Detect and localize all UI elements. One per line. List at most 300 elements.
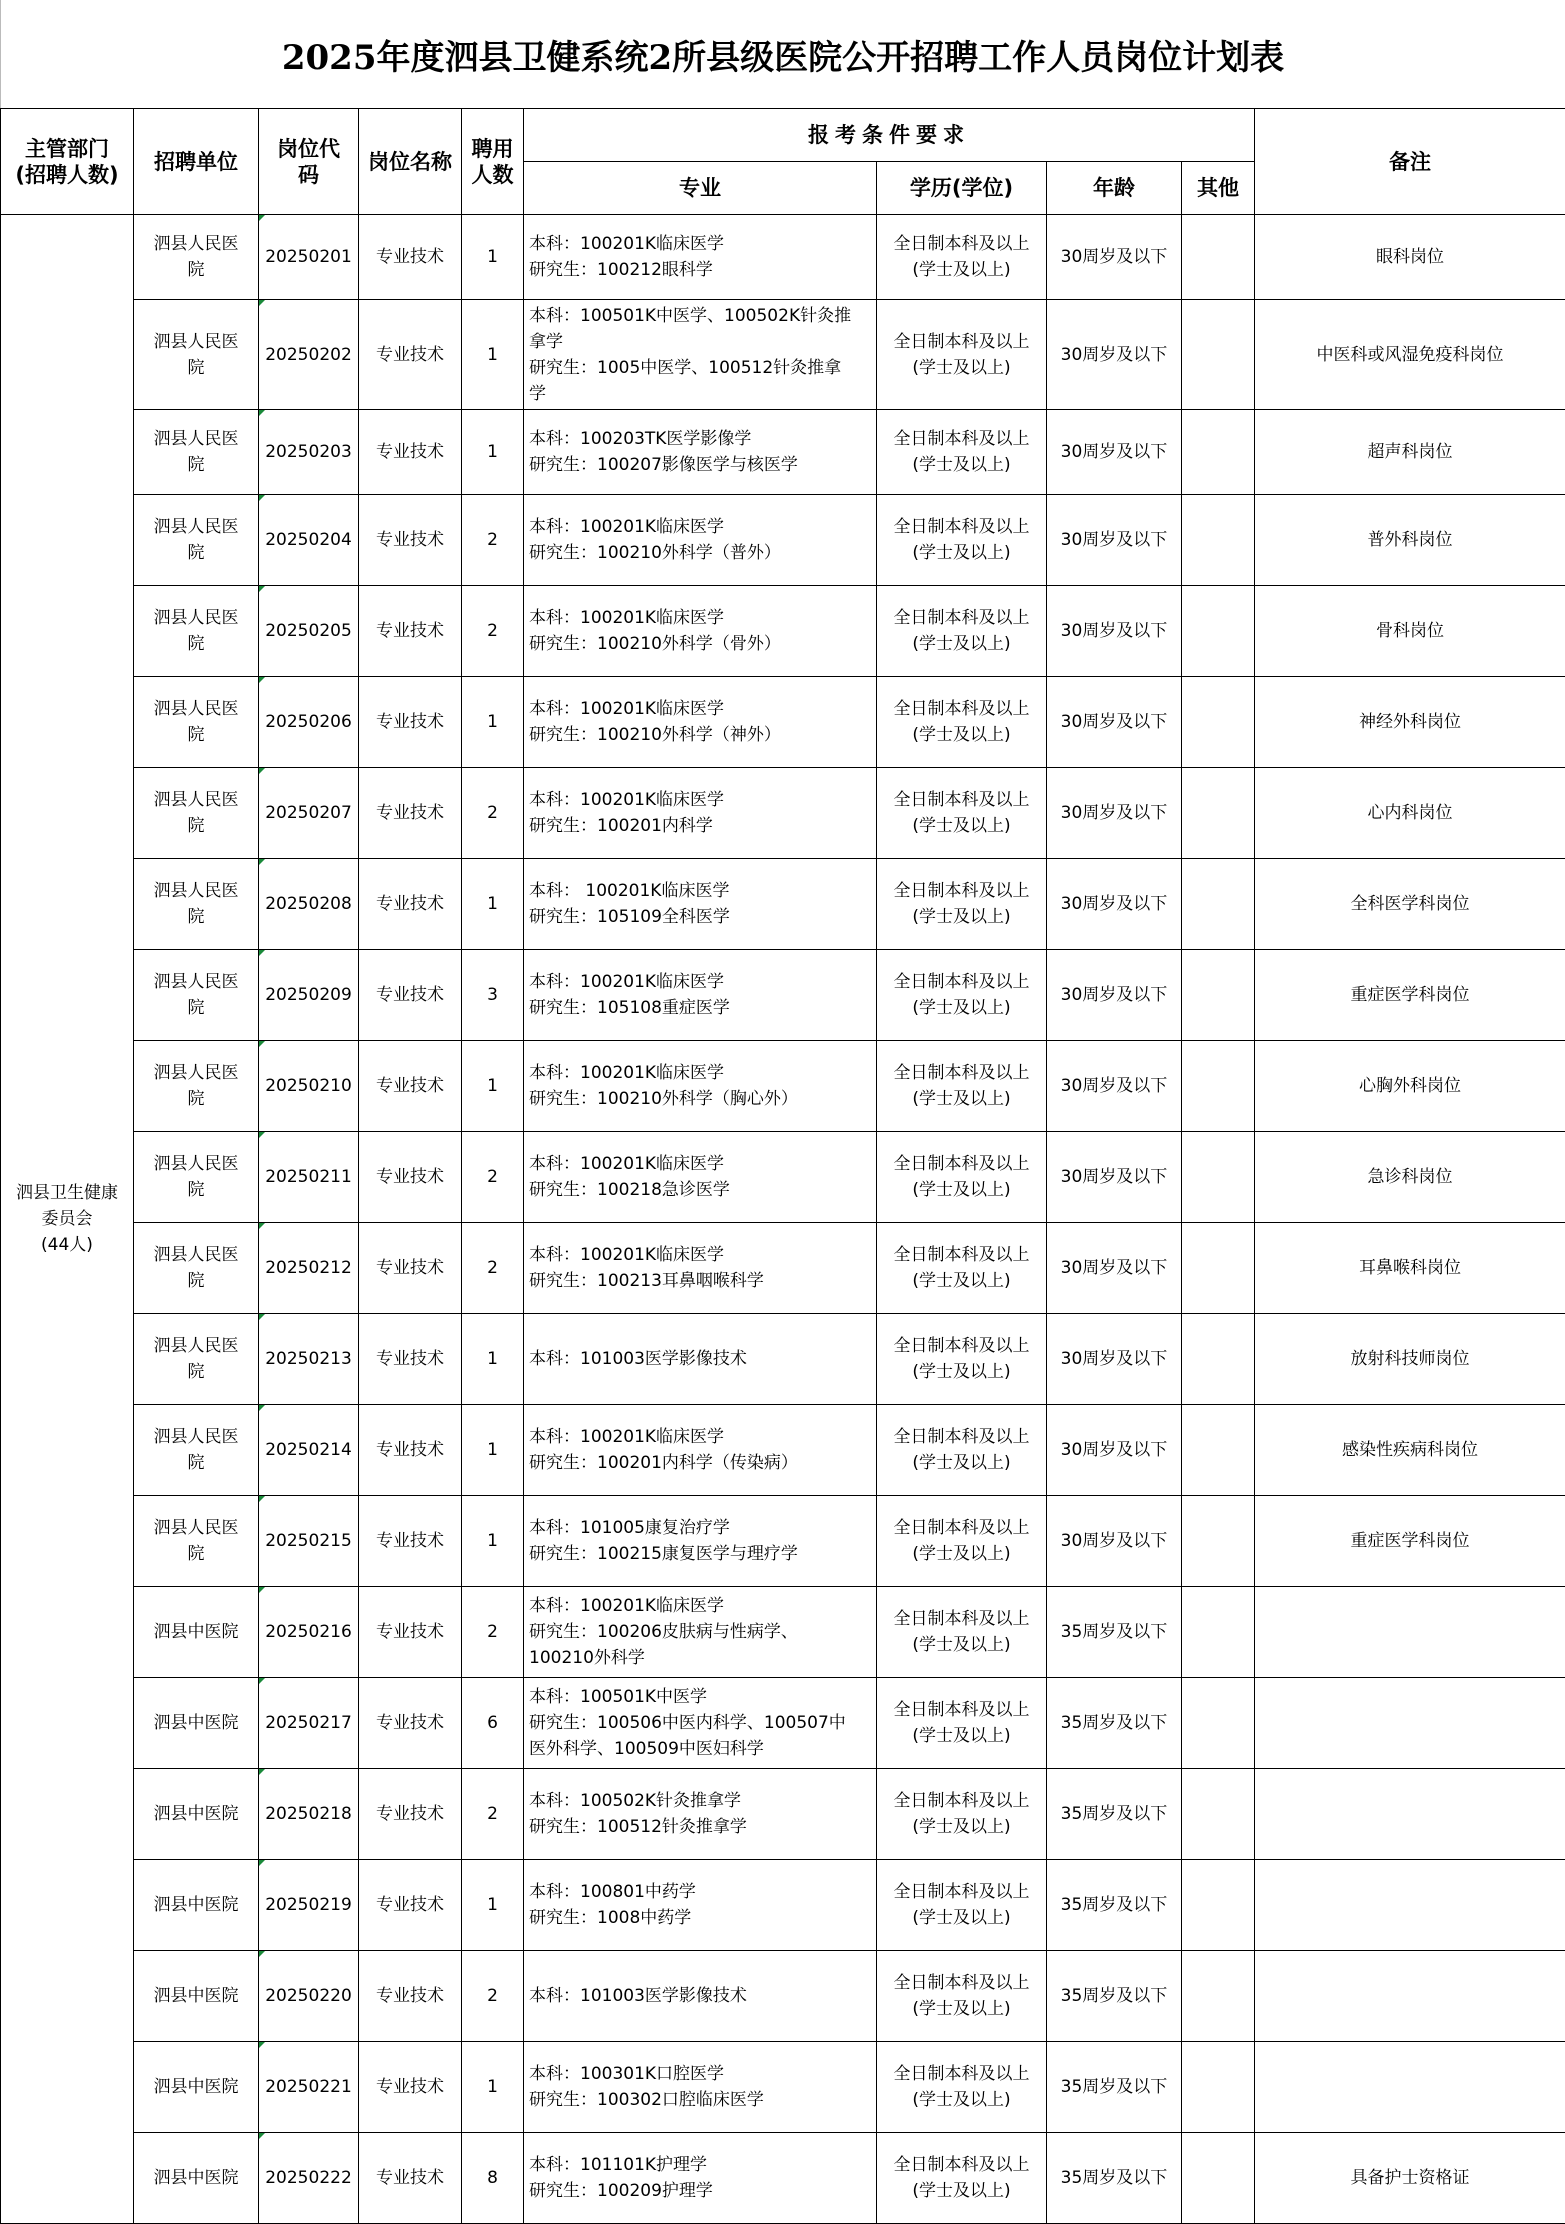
edu-cell-line: 全日制本科及以上 bbox=[877, 696, 1046, 722]
code-cell: 20250214 bbox=[259, 1405, 359, 1496]
name-cell: 专业技术 bbox=[359, 586, 462, 677]
edu-cell-line: (学士及以上) bbox=[877, 904, 1046, 930]
major-cell bbox=[524, 1314, 877, 1405]
remark-cell bbox=[1255, 1769, 1565, 1860]
remark-cell: 心胸外科岗位 bbox=[1255, 1041, 1565, 1132]
unit-cell-line: 泗县中医院 bbox=[134, 1983, 258, 2009]
unit-cell-line: 泗县人民医 bbox=[134, 878, 258, 904]
major-cell-line: 研究生：100218急诊医学 bbox=[529, 1177, 876, 1203]
age-cell: 35周岁及以下 bbox=[1047, 1587, 1182, 1678]
code-cell: 20250211 bbox=[259, 1132, 359, 1223]
recruitment-plan-table bbox=[0, 108, 1565, 2224]
count-cell: 2 bbox=[462, 1951, 524, 2042]
edu-cell-line: 全日制本科及以上 bbox=[877, 1788, 1046, 1814]
count-cell: 2 bbox=[462, 586, 524, 677]
edu-cell-line: (学士及以上) bbox=[877, 540, 1046, 566]
major-cell bbox=[524, 1769, 877, 1860]
other-cell bbox=[1182, 1405, 1255, 1496]
unit-cell bbox=[134, 1041, 259, 1132]
major-cell bbox=[524, 1132, 877, 1223]
unit-cell bbox=[134, 768, 259, 859]
count-cell: 1 bbox=[462, 2042, 524, 2133]
count-cell: 2 bbox=[462, 768, 524, 859]
name-cell: 专业技术 bbox=[359, 1769, 462, 1860]
unit-cell bbox=[134, 677, 259, 768]
table-row bbox=[1, 1132, 1565, 1223]
edu-cell bbox=[877, 1405, 1047, 1496]
major-cell-line: 本科：100301K口腔医学 bbox=[529, 2061, 876, 2087]
dept-cell bbox=[1, 215, 134, 2224]
remark-cell: 耳鼻喉科岗位 bbox=[1255, 1223, 1565, 1314]
name-cell: 专业技术 bbox=[359, 677, 462, 768]
count-cell: 2 bbox=[462, 1587, 524, 1678]
major-cell-line: 本科：100201K临床医学 bbox=[529, 605, 876, 631]
major-cell bbox=[524, 1405, 877, 1496]
major-cell-line: 本科：100201K临床医学 bbox=[529, 1060, 876, 1086]
code-cell: 20250203 bbox=[259, 410, 359, 495]
major-cell bbox=[524, 1496, 877, 1587]
code-cell: 20250215 bbox=[259, 1496, 359, 1587]
unit-cell-line: 泗县人民医 bbox=[134, 1151, 258, 1177]
table-row bbox=[1, 859, 1565, 950]
major-cell-line: 研究生：105109全科医学 bbox=[529, 904, 876, 930]
major-cell bbox=[524, 1860, 877, 1951]
edu-cell-line: (学士及以上) bbox=[877, 1814, 1046, 1840]
major-cell-line: 本科：101003医学影像技术 bbox=[529, 1983, 876, 2009]
edu-cell bbox=[877, 1951, 1047, 2042]
edu-cell bbox=[877, 215, 1047, 300]
unit-cell-line: 泗县人民医 bbox=[134, 787, 258, 813]
edu-cell-line: (学士及以上) bbox=[877, 995, 1046, 1021]
code-cell: 20250213 bbox=[259, 1314, 359, 1405]
other-cell bbox=[1182, 1860, 1255, 1951]
code-cell: 20250221 bbox=[259, 2042, 359, 2133]
header-edu: 学历(学位) bbox=[877, 162, 1047, 215]
count-cell: 8 bbox=[462, 2133, 524, 2224]
unit-cell-line: 院 bbox=[134, 631, 258, 657]
major-cell bbox=[524, 586, 877, 677]
name-cell: 专业技术 bbox=[359, 859, 462, 950]
major-cell-line: 本科： 100201K临床医学 bbox=[529, 878, 876, 904]
age-cell: 30周岁及以下 bbox=[1047, 410, 1182, 495]
unit-cell-line: 泗县人民医 bbox=[134, 1424, 258, 1450]
age-cell: 30周岁及以下 bbox=[1047, 950, 1182, 1041]
unit-cell-line: 泗县中医院 bbox=[134, 1892, 258, 1918]
count-cell: 2 bbox=[462, 1223, 524, 1314]
edu-cell-line: 全日制本科及以上 bbox=[877, 1970, 1046, 1996]
edu-cell-line: (学士及以上) bbox=[877, 2087, 1046, 2113]
table-row bbox=[1, 495, 1565, 586]
header-major: 专业 bbox=[524, 162, 877, 215]
major-cell-line: 研究生：105108重症医学 bbox=[529, 995, 876, 1021]
major-cell-line: 研究生：100506中医内科学、100507中 bbox=[529, 1710, 876, 1736]
major-cell-line: 研究生：100210外科学（普外） bbox=[529, 540, 876, 566]
other-cell bbox=[1182, 1678, 1255, 1769]
major-cell-line: 本科：100201K临床医学 bbox=[529, 231, 876, 257]
code-cell: 20250209 bbox=[259, 950, 359, 1041]
name-cell: 专业技术 bbox=[359, 768, 462, 859]
major-cell bbox=[524, 859, 877, 950]
age-cell: 35周岁及以下 bbox=[1047, 1769, 1182, 1860]
count-cell: 1 bbox=[462, 1405, 524, 1496]
unit-cell-line: 院 bbox=[134, 452, 258, 478]
edu-cell-line: 全日制本科及以上 bbox=[877, 1333, 1046, 1359]
code-cell: 20250210 bbox=[259, 1041, 359, 1132]
other-cell bbox=[1182, 1041, 1255, 1132]
edu-cell bbox=[877, 1860, 1047, 1951]
unit-cell bbox=[134, 950, 259, 1041]
remark-cell bbox=[1255, 2042, 1565, 2133]
major-cell bbox=[524, 495, 877, 586]
remark-cell bbox=[1255, 1860, 1565, 1951]
table-row bbox=[1, 1223, 1565, 1314]
unit-cell-line: 院 bbox=[134, 1359, 258, 1385]
edu-cell-line: 全日制本科及以上 bbox=[877, 1515, 1046, 1541]
table-row bbox=[1, 410, 1565, 495]
remark-cell: 具备护士资格证 bbox=[1255, 2133, 1565, 2224]
major-cell bbox=[524, 2042, 877, 2133]
edu-cell-line: (学士及以上) bbox=[877, 1632, 1046, 1658]
edu-cell-line: (学士及以上) bbox=[877, 1541, 1046, 1567]
edu-cell-line: (学士及以上) bbox=[877, 2178, 1046, 2204]
edu-cell-line: 全日制本科及以上 bbox=[877, 1424, 1046, 1450]
major-cell-line: 研究生：100212眼科学 bbox=[529, 257, 876, 283]
edu-cell bbox=[877, 1041, 1047, 1132]
age-cell: 35周岁及以下 bbox=[1047, 2133, 1182, 2224]
unit-cell-line: 院 bbox=[134, 722, 258, 748]
other-cell bbox=[1182, 1769, 1255, 1860]
table-row bbox=[1, 1496, 1565, 1587]
code-cell: 20250207 bbox=[259, 768, 359, 859]
remark-cell: 重症医学科岗位 bbox=[1255, 1496, 1565, 1587]
remark-cell: 重症医学科岗位 bbox=[1255, 950, 1565, 1041]
edu-cell bbox=[877, 1496, 1047, 1587]
major-cell-line: 本科：101005康复治疗学 bbox=[529, 1515, 876, 1541]
header-code: 岗位代 码 bbox=[259, 109, 359, 215]
name-cell: 专业技术 bbox=[359, 2042, 462, 2133]
major-cell-line: 本科：100203TK医学影像学 bbox=[529, 426, 876, 452]
unit-cell-line: 院 bbox=[134, 1177, 258, 1203]
header-count: 聘用 人数 bbox=[462, 109, 524, 215]
other-cell bbox=[1182, 1223, 1255, 1314]
unit-cell bbox=[134, 586, 259, 677]
page-title: 2025年度泗县卫健系统2所县级医院公开招聘工作人员岗位计划表 bbox=[0, 0, 1565, 108]
code-cell: 20250208 bbox=[259, 859, 359, 950]
other-cell bbox=[1182, 768, 1255, 859]
age-cell: 30周岁及以下 bbox=[1047, 495, 1182, 586]
count-cell: 3 bbox=[462, 950, 524, 1041]
major-cell bbox=[524, 410, 877, 495]
other-cell bbox=[1182, 215, 1255, 300]
age-cell: 35周岁及以下 bbox=[1047, 2042, 1182, 2133]
edu-cell-line: 全日制本科及以上 bbox=[877, 231, 1046, 257]
unit-cell bbox=[134, 1678, 259, 1769]
major-cell-line: 研究生：100512针灸推拿学 bbox=[529, 1814, 876, 1840]
unit-cell-line: 院 bbox=[134, 904, 258, 930]
table-row bbox=[1, 1769, 1565, 1860]
code-cell: 20250212 bbox=[259, 1223, 359, 1314]
edu-cell-line: (学士及以上) bbox=[877, 722, 1046, 748]
major-cell-line: 本科：100201K临床医学 bbox=[529, 969, 876, 995]
major-cell-line: 研究生：100210外科学（胸心外） bbox=[529, 1086, 876, 1112]
edu-cell-line: 全日制本科及以上 bbox=[877, 1697, 1046, 1723]
table-row bbox=[1, 950, 1565, 1041]
edu-cell bbox=[877, 1223, 1047, 1314]
age-cell: 30周岁及以下 bbox=[1047, 677, 1182, 768]
unit-cell-line: 泗县人民医 bbox=[134, 605, 258, 631]
count-cell: 1 bbox=[462, 300, 524, 410]
edu-cell bbox=[877, 1587, 1047, 1678]
name-cell: 专业技术 bbox=[359, 1314, 462, 1405]
major-cell-line: 本科：100201K临床医学 bbox=[529, 514, 876, 540]
unit-cell-line: 泗县人民医 bbox=[134, 329, 258, 355]
edu-cell-line: (学士及以上) bbox=[877, 1905, 1046, 1931]
remark-cell: 感染性疾病科岗位 bbox=[1255, 1405, 1565, 1496]
unit-cell bbox=[134, 1132, 259, 1223]
code-cell: 20250222 bbox=[259, 2133, 359, 2224]
edu-cell bbox=[877, 768, 1047, 859]
remark-cell: 超声科岗位 bbox=[1255, 410, 1565, 495]
table-row bbox=[1, 1587, 1565, 1678]
unit-cell bbox=[134, 1769, 259, 1860]
edu-cell-line: 全日制本科及以上 bbox=[877, 1879, 1046, 1905]
edu-cell-line: (学士及以上) bbox=[877, 355, 1046, 381]
edu-cell-line: 全日制本科及以上 bbox=[877, 1606, 1046, 1632]
name-cell: 专业技术 bbox=[359, 215, 462, 300]
code-cell: 20250217 bbox=[259, 1678, 359, 1769]
header-other: 其他 bbox=[1182, 162, 1255, 215]
remark-cell bbox=[1255, 1678, 1565, 1769]
other-cell bbox=[1182, 1132, 1255, 1223]
major-cell-line: 本科：100201K临床医学 bbox=[529, 1151, 876, 1177]
unit-cell-line: 泗县中医院 bbox=[134, 2074, 258, 2100]
edu-cell-line: 全日制本科及以上 bbox=[877, 2152, 1046, 2178]
unit-cell-line: 泗县人民医 bbox=[134, 1060, 258, 1086]
code-cell: 20250205 bbox=[259, 586, 359, 677]
unit-cell-line: 泗县中医院 bbox=[134, 2165, 258, 2191]
name-cell: 专业技术 bbox=[359, 950, 462, 1041]
name-cell: 专业技术 bbox=[359, 1587, 462, 1678]
age-cell: 30周岁及以下 bbox=[1047, 1132, 1182, 1223]
edu-cell-line: (学士及以上) bbox=[877, 1177, 1046, 1203]
table-row bbox=[1, 677, 1565, 768]
major-cell-line: 本科：100201K临床医学 bbox=[529, 1424, 876, 1450]
code-cell: 20250218 bbox=[259, 1769, 359, 1860]
age-cell: 30周岁及以下 bbox=[1047, 1496, 1182, 1587]
code-cell: 20250216 bbox=[259, 1587, 359, 1678]
header-dept: 主管部门 (招聘人数) bbox=[1, 109, 134, 215]
age-cell: 30周岁及以下 bbox=[1047, 215, 1182, 300]
table-row bbox=[1, 1860, 1565, 1951]
major-cell-line: 研究生：1005中医学、100512针灸推拿 bbox=[529, 355, 876, 381]
unit-cell-line: 泗县人民医 bbox=[134, 696, 258, 722]
major-cell bbox=[524, 1223, 877, 1314]
unit-cell bbox=[134, 215, 259, 300]
major-cell bbox=[524, 1041, 877, 1132]
count-cell: 1 bbox=[462, 859, 524, 950]
other-cell bbox=[1182, 495, 1255, 586]
major-cell bbox=[524, 768, 877, 859]
name-cell: 专业技术 bbox=[359, 1951, 462, 2042]
major-cell-line: 研究生：100213耳鼻咽喉科学 bbox=[529, 1268, 876, 1294]
unit-cell bbox=[134, 1496, 259, 1587]
count-cell: 1 bbox=[462, 677, 524, 768]
unit-cell-line: 院 bbox=[134, 813, 258, 839]
name-cell: 专业技术 bbox=[359, 1678, 462, 1769]
edu-cell-line: 全日制本科及以上 bbox=[877, 878, 1046, 904]
major-cell-line: 研究生：100201内科学（传染病） bbox=[529, 1450, 876, 1476]
edu-cell-line: 全日制本科及以上 bbox=[877, 969, 1046, 995]
other-cell bbox=[1182, 2133, 1255, 2224]
edu-cell-line: (学士及以上) bbox=[877, 1996, 1046, 2022]
major-cell-line: 本科：101101K护理学 bbox=[529, 2152, 876, 2178]
age-cell: 30周岁及以下 bbox=[1047, 1405, 1182, 1496]
major-cell-line: 研究生：100302口腔临床医学 bbox=[529, 2087, 876, 2113]
remark-cell bbox=[1255, 1587, 1565, 1678]
major-cell-line: 研究生：1008中药学 bbox=[529, 1905, 876, 1931]
edu-cell-line: (学士及以上) bbox=[877, 257, 1046, 283]
name-cell: 专业技术 bbox=[359, 410, 462, 495]
unit-cell-line: 院 bbox=[134, 1450, 258, 1476]
major-cell-line: 研究生：100210外科学（骨外） bbox=[529, 631, 876, 657]
unit-cell bbox=[134, 859, 259, 950]
edu-cell-line: (学士及以上) bbox=[877, 452, 1046, 478]
edu-cell bbox=[877, 859, 1047, 950]
name-cell: 专业技术 bbox=[359, 1041, 462, 1132]
count-cell: 1 bbox=[462, 1314, 524, 1405]
table-row bbox=[1, 768, 1565, 859]
major-cell bbox=[524, 300, 877, 410]
edu-cell-line: 全日制本科及以上 bbox=[877, 514, 1046, 540]
edu-cell-line: (学士及以上) bbox=[877, 1723, 1046, 1749]
code-cell: 20250204 bbox=[259, 495, 359, 586]
unit-cell-line: 泗县人民医 bbox=[134, 1333, 258, 1359]
dept-line: 委员会 bbox=[1, 1206, 133, 1232]
major-cell bbox=[524, 1951, 877, 2042]
name-cell: 专业技术 bbox=[359, 1132, 462, 1223]
major-cell-line: 拿学 bbox=[529, 329, 876, 355]
unit-cell-line: 泗县人民医 bbox=[134, 1515, 258, 1541]
name-cell: 专业技术 bbox=[359, 1405, 462, 1496]
age-cell: 30周岁及以下 bbox=[1047, 1041, 1182, 1132]
age-cell: 30周岁及以下 bbox=[1047, 300, 1182, 410]
other-cell bbox=[1182, 950, 1255, 1041]
dept-line: 泗县卫生健康 bbox=[1, 1180, 133, 1206]
edu-cell-line: 全日制本科及以上 bbox=[877, 787, 1046, 813]
count-cell: 1 bbox=[462, 410, 524, 495]
edu-cell-line: (学士及以上) bbox=[877, 1359, 1046, 1385]
unit-cell bbox=[134, 2042, 259, 2133]
code-cell: 20250202 bbox=[259, 300, 359, 410]
table-row bbox=[1, 1405, 1565, 1496]
major-cell-line: 本科：100801中药学 bbox=[529, 1879, 876, 1905]
remark-cell bbox=[1255, 1951, 1565, 2042]
count-cell: 2 bbox=[462, 495, 524, 586]
major-cell-line: 本科：100201K临床医学 bbox=[529, 696, 876, 722]
edu-cell bbox=[877, 2133, 1047, 2224]
unit-cell bbox=[134, 300, 259, 410]
header-remark: 备注 bbox=[1255, 109, 1565, 215]
remark-cell: 普外科岗位 bbox=[1255, 495, 1565, 586]
remark-cell: 急诊科岗位 bbox=[1255, 1132, 1565, 1223]
code-cell: 20250219 bbox=[259, 1860, 359, 1951]
count-cell: 1 bbox=[462, 1860, 524, 1951]
unit-cell-line: 泗县人民医 bbox=[134, 969, 258, 995]
name-cell: 专业技术 bbox=[359, 2133, 462, 2224]
remark-cell: 心内科岗位 bbox=[1255, 768, 1565, 859]
edu-cell-line: 全日制本科及以上 bbox=[877, 1242, 1046, 1268]
name-cell: 专业技术 bbox=[359, 495, 462, 586]
remark-cell: 骨科岗位 bbox=[1255, 586, 1565, 677]
other-cell bbox=[1182, 586, 1255, 677]
unit-cell bbox=[134, 1405, 259, 1496]
header-name: 岗位名称 bbox=[359, 109, 462, 215]
major-cell-line: 学 bbox=[529, 381, 876, 407]
edu-cell bbox=[877, 1678, 1047, 1769]
age-cell: 30周岁及以下 bbox=[1047, 768, 1182, 859]
unit-cell bbox=[134, 1860, 259, 1951]
major-cell-line: 本科：101003医学影像技术 bbox=[529, 1346, 876, 1372]
other-cell bbox=[1182, 1314, 1255, 1405]
unit-cell-line: 院 bbox=[134, 1541, 258, 1567]
code-cell: 20250206 bbox=[259, 677, 359, 768]
edu-cell-line: 全日制本科及以上 bbox=[877, 605, 1046, 631]
unit-cell-line: 泗县人民医 bbox=[134, 514, 258, 540]
unit-cell bbox=[134, 1951, 259, 2042]
major-cell-line: 100210外科学 bbox=[529, 1645, 876, 1671]
major-cell-line: 医外科学、100509中医妇科学 bbox=[529, 1736, 876, 1762]
unit-cell-line: 泗县人民医 bbox=[134, 1242, 258, 1268]
table-row bbox=[1, 586, 1565, 677]
unit-cell-line: 泗县中医院 bbox=[134, 1710, 258, 1736]
remark-cell: 放射科技师岗位 bbox=[1255, 1314, 1565, 1405]
other-cell bbox=[1182, 1496, 1255, 1587]
name-cell: 专业技术 bbox=[359, 1860, 462, 1951]
edu-cell-line: 全日制本科及以上 bbox=[877, 1060, 1046, 1086]
unit-cell-line: 泗县中医院 bbox=[134, 1619, 258, 1645]
major-cell-line: 本科：100501K中医学、100502K针灸推 bbox=[529, 303, 876, 329]
name-cell: 专业技术 bbox=[359, 300, 462, 410]
header-requirements: 报考条件要求 bbox=[524, 109, 1255, 162]
remark-cell: 神经外科岗位 bbox=[1255, 677, 1565, 768]
table-body bbox=[1, 215, 1565, 2224]
unit-cell bbox=[134, 495, 259, 586]
edu-cell-line: (学士及以上) bbox=[877, 1086, 1046, 1112]
major-cell bbox=[524, 677, 877, 768]
edu-cell bbox=[877, 1314, 1047, 1405]
major-cell-line: 研究生：100210外科学（神外） bbox=[529, 722, 876, 748]
unit-cell bbox=[134, 1587, 259, 1678]
major-cell bbox=[524, 1587, 877, 1678]
table-row bbox=[1, 1951, 1565, 2042]
code-cell: 20250201 bbox=[259, 215, 359, 300]
major-cell-line: 研究生：100215康复医学与理疗学 bbox=[529, 1541, 876, 1567]
table-row bbox=[1, 215, 1565, 300]
unit-cell-line: 泗县人民医 bbox=[134, 426, 258, 452]
edu-cell-line: (学士及以上) bbox=[877, 813, 1046, 839]
edu-cell bbox=[877, 1769, 1047, 1860]
age-cell: 30周岁及以下 bbox=[1047, 1223, 1182, 1314]
major-cell-line: 本科：100501K中医学 bbox=[529, 1684, 876, 1710]
edu-cell bbox=[877, 410, 1047, 495]
edu-cell-line: 全日制本科及以上 bbox=[877, 1151, 1046, 1177]
unit-cell bbox=[134, 410, 259, 495]
edu-cell bbox=[877, 495, 1047, 586]
unit-cell-line: 院 bbox=[134, 257, 258, 283]
age-cell: 30周岁及以下 bbox=[1047, 1314, 1182, 1405]
age-cell: 35周岁及以下 bbox=[1047, 1678, 1182, 1769]
edu-cell-line: (学士及以上) bbox=[877, 1268, 1046, 1294]
